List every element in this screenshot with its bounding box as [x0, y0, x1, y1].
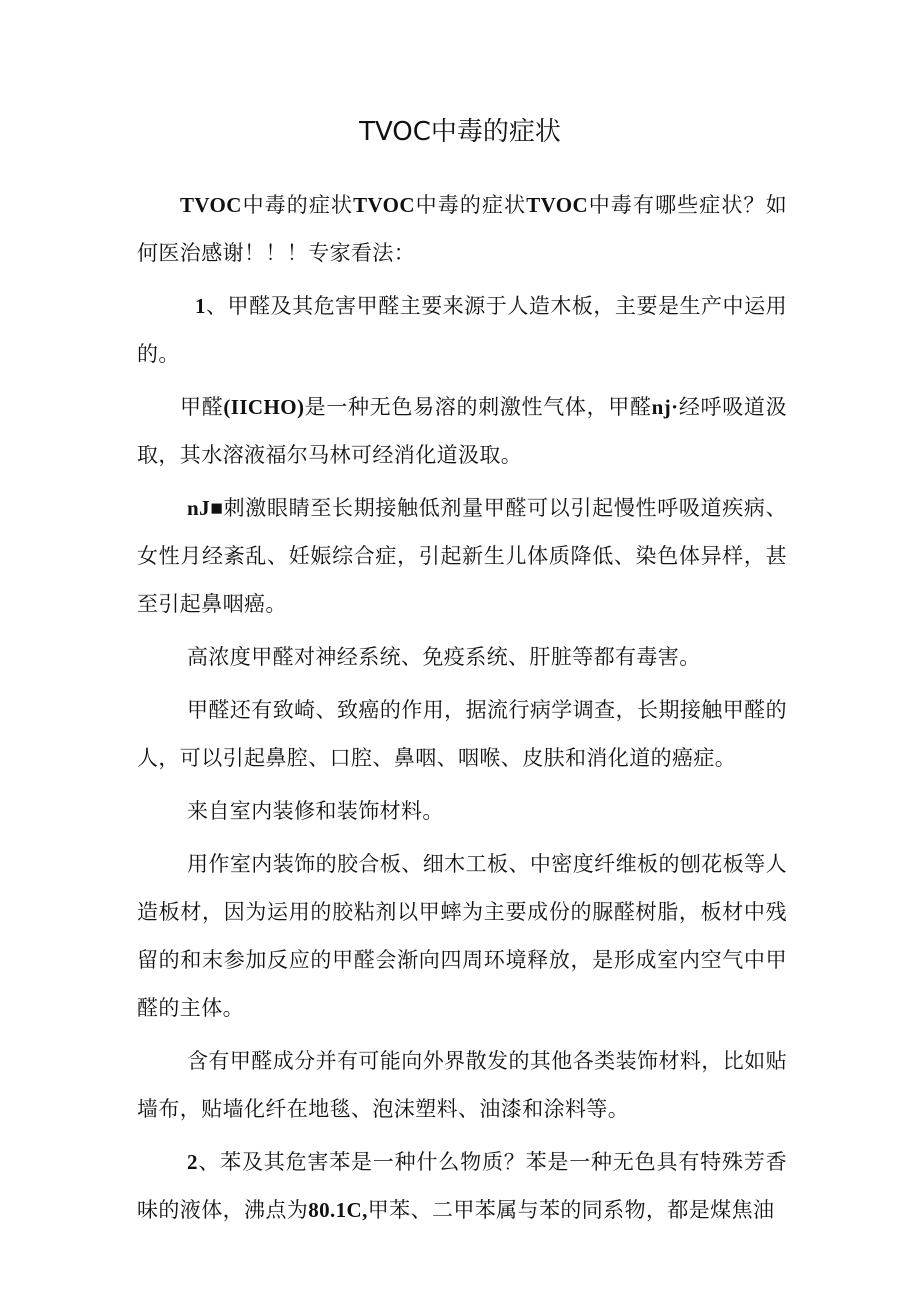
- text-run: 、甲醛及其危害甲醛主要来源于人造木板，主要是生产中运用的。: [137, 294, 787, 366]
- text-run: 中毒的症状: [241, 193, 354, 217]
- text-run: nJ■: [187, 496, 224, 520]
- text-run: 来自室内装修和装饰材料。: [187, 799, 444, 823]
- text-run: 80.1C,: [308, 1198, 368, 1222]
- paragraph: [137, 840, 787, 1032]
- document-title: TVOC中毒的症状: [359, 117, 561, 147]
- paragraph: [137, 1138, 787, 1234]
- text-run: 、苯及其危害苯是一种什么物质？苯是一种无色具有特殊芳香味的液体，沸点为: [137, 1150, 787, 1222]
- paragraph: [137, 787, 787, 835]
- text-run: 高浓度甲醛对神经系统、免疫系统、肝脏等都有毒害。: [187, 645, 701, 669]
- text-run: 含有甲醛成分并有可能向外界散发的其他各类装饰材料，比如贴墙布，贴墙化纤在地毯、泡沫塑料、油漆和涂料等。: [137, 1049, 787, 1121]
- text-run: 2: [187, 1150, 198, 1174]
- text-run: nj·: [651, 395, 679, 419]
- paragraph: [137, 686, 787, 782]
- text-run: TVOC: [180, 193, 242, 217]
- text-run: 甲醛还有致崎、致癌的作用，据流行病学调查，长期接触甲醛的人，可以引起鼻腔、口腔、鼻咽、咽喉、皮肤和消化道的癌症。: [137, 698, 787, 770]
- paragraph: [137, 484, 787, 628]
- paragraph: [137, 383, 787, 479]
- text-run: 1: [195, 294, 206, 318]
- text-run: 经呼吸道汲取，其水溶液福尔马林可经消化道汲取。: [137, 395, 788, 467]
- text-run: (IICHO): [223, 395, 305, 419]
- paragraph: [137, 181, 787, 277]
- document-body: [137, 181, 787, 1239]
- text-run: 甲醛: [180, 395, 224, 419]
- paragraph: [137, 633, 787, 681]
- text-run: TVOC: [526, 193, 589, 217]
- paragraph: [137, 282, 787, 378]
- text-run: 刺激眼睛至长期接触低剂量甲醛可以引起慢性呼吸道疾病、女性月经紊乱、妊娠综合症，引起新生儿体质降低、染色体异样，甚至引起鼻咽癌。: [137, 496, 787, 616]
- text-run: 甲苯、二甲苯属与苯的同系物，都是煤焦油: [367, 1198, 775, 1222]
- text-run: 是一种无色易溶的刺激性气体，甲醛: [304, 395, 652, 419]
- text-run: 用作室内装饰的胶合板、细木工板、中密度纤维板的刨花板等人造板材，因为运用的胶粘剂以甲蟀为主要成份的脲醛树脂，板材中残留的和末参加反应的甲醛会渐向四周环境释放，是形成室内空气中甲醛的主体。: [137, 852, 787, 1020]
- text-run: TVOC: [353, 193, 415, 217]
- text-run: 中毒的症状: [414, 193, 527, 217]
- text-run: 中毒有哪些症状？如何医治感谢！！！专家看法：: [137, 193, 787, 265]
- paragraph: [137, 1037, 787, 1133]
